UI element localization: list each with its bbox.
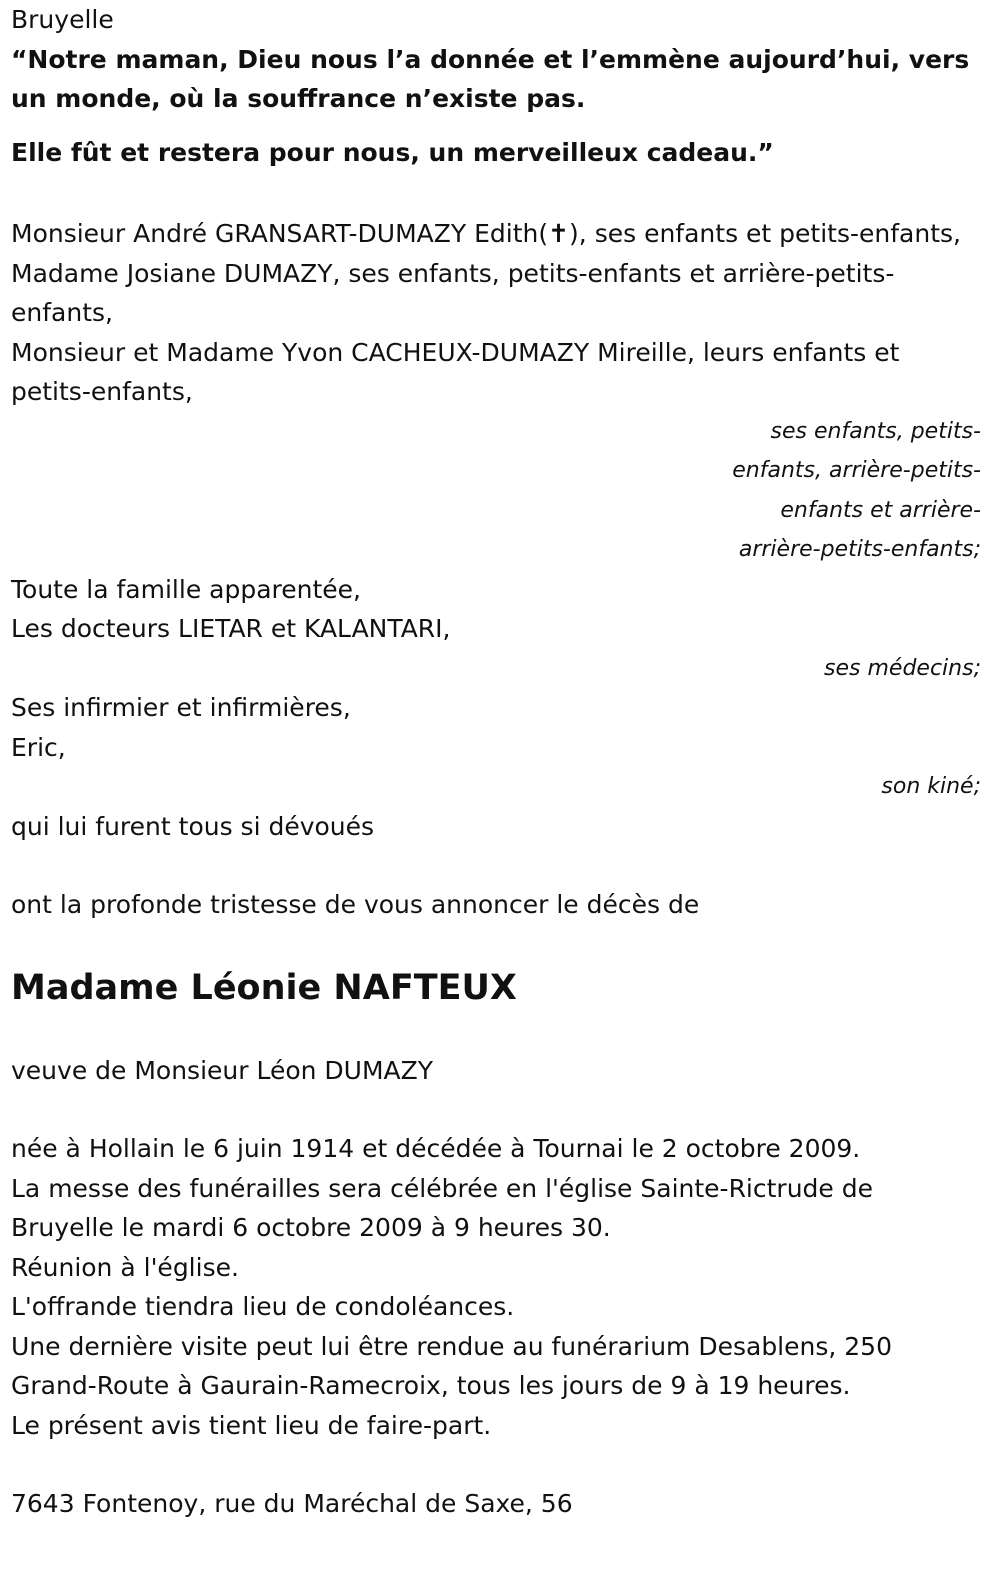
family-line-1: Monsieur André GRANSART-DUMAZY Edith(✝), ses enfants et petits-enfants, bbox=[11, 219, 961, 248]
announce-text: ont la profonde tristesse de vous annoncer le décès de bbox=[11, 890, 700, 919]
widow-text: veuve de Monsieur Léon DUMAZY bbox=[11, 1055, 434, 1085]
visit-text: Une dernière visite peut lui être rendue au funérarium Desablens, 250 Grand-Route à Gaurain-Ramecroix, tous les jours de 9 à 19 heures. bbox=[11, 1331, 892, 1400]
family-line-6: Ses infirmier et infirmières, bbox=[11, 693, 351, 722]
quote-line-1: “Notre maman, Dieu nous l’a donnée et l’emmène aujourd’hui, vers un monde, où la souffrance n’existe pas. bbox=[11, 44, 970, 113]
role-physio: son kiné; bbox=[881, 774, 981, 799]
meeting-text: Réunion à l'église. bbox=[11, 1252, 239, 1282]
family-line-7: Eric, bbox=[11, 732, 66, 762]
family-line-4: Toute la famille apparentée, bbox=[11, 574, 361, 604]
family-line-5: Les docteurs LIETAR et KALANTARI, bbox=[11, 614, 451, 643]
role-children: ses enfants, petits-enfants, arrière-petits-enfants et arrière-arrière-petits-enfants; bbox=[732, 418, 981, 562]
offering-text: L'offrande tiendra lieu de condoléances. bbox=[11, 1292, 515, 1321]
notice-text: Le présent avis tient lieu de faire-part. bbox=[11, 1410, 492, 1440]
obituary-notice bbox=[11, 0, 981, 1524]
address-text: 7643 Fontenoy, rue du Maréchal de Saxe, 56 bbox=[11, 1489, 573, 1518]
role-doctors: ses médecins; bbox=[824, 655, 981, 681]
quote-line-2: Elle fût et restera pour nous, un merveilleux cadeau.” bbox=[11, 137, 774, 167]
deceased-name: Madame Léonie NAFTEUX bbox=[11, 967, 517, 1008]
birth-death-text: née à Hollain le 6 juin 1914 et décédée à Tournai le 2 octobre 2009. bbox=[11, 1134, 861, 1163]
family-line-8: qui lui furent tous si dévoués bbox=[11, 811, 375, 841]
mass-text: La messe des funérailles sera célébrée en l'église Sainte-Rictrude de Bruyelle le mardi 6 octobre 2009 à 9 heures 30. bbox=[11, 1173, 873, 1242]
location: Bruyelle bbox=[11, 5, 114, 34]
family-line-3: Monsieur et Madame Yvon CACHEUX-DUMAZY Mireille, leurs enfants et petits-enfants, bbox=[11, 337, 900, 406]
family-line-2: Madame Josiane DUMAZY, ses enfants, petits-enfants et arrière-petits-enfants, bbox=[11, 258, 895, 327]
